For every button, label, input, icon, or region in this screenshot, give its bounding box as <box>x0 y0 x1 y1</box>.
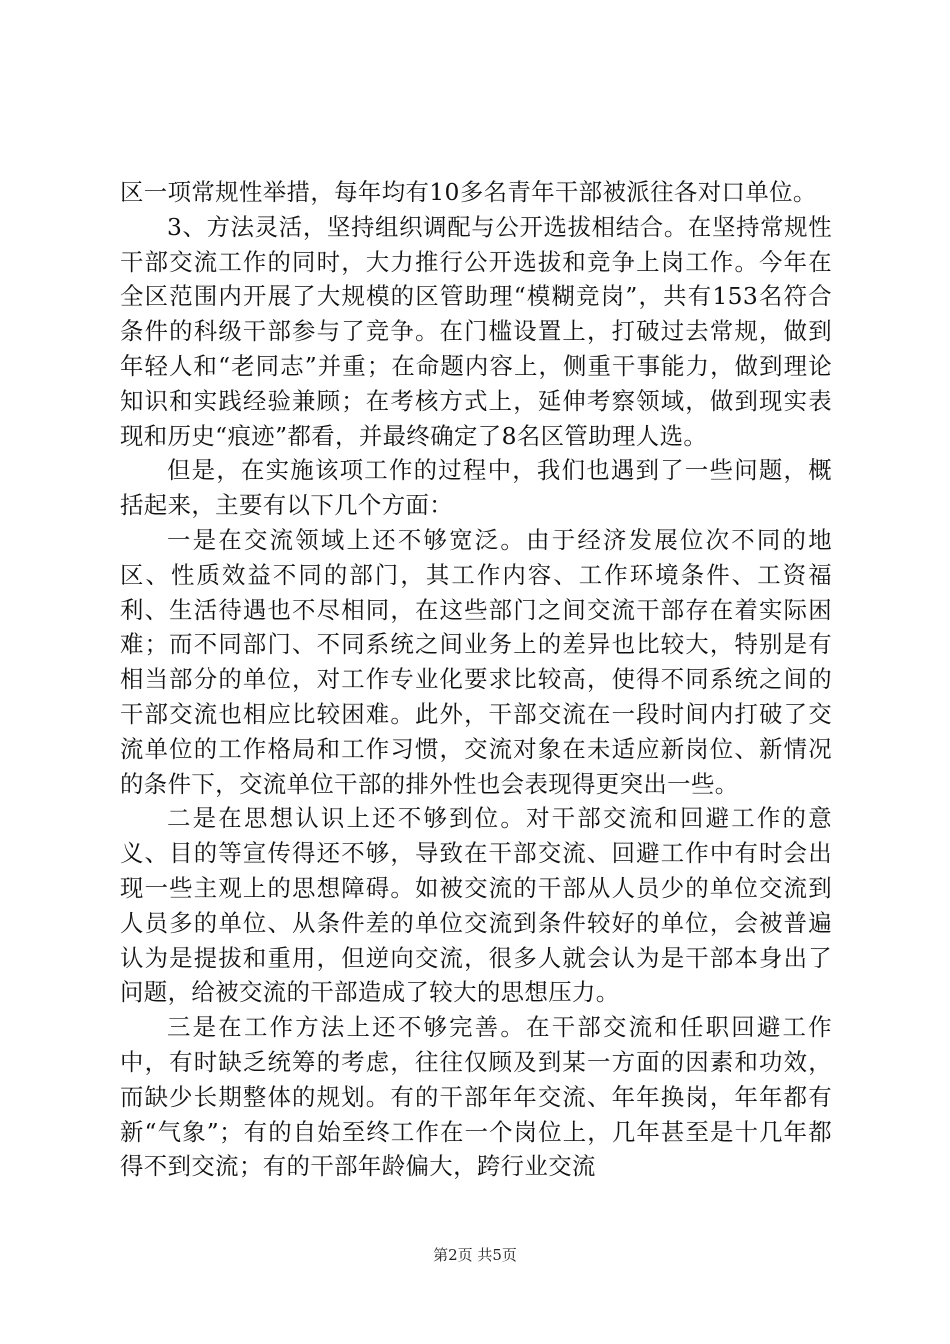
paragraph-problem-two: 二是在思想认识上还不够到位。对干部交流和回避工作的意义、目的等宣传得还不够，导致在干部交流、回避工作中有时会出现一些主观上的思想障碍。如被交流的干部从人员少的单位交流到人员多的单位、从条件差的单位交流到条件较好的单位，会被普遍认为是提拔和重用，但逆向交流，很多人就会认为是干部本身出了问题，给被交流的干部造成了较大的思想压力。 <box>120 804 832 1007</box>
paragraph-continuation: 区一项常规性举措，每年均有10多名青年干部被派往各对口单位。 <box>120 178 817 206</box>
paragraph-method: 3、方法灵活，坚持组织调配与公开选拔相结合。在坚持常规性干部交流工作的同时，大力推行公开选拔和竞争上岗工作。今年在全区范围内开展了大规模的区管助理“模糊竞岗”，共有153名符合条件的科级干部参与了竞争。在门槛设置上，打破过去常规，做到年轻人和“老同志”并重；在命题内容上，侧重干事能力，做到理论知识和实践经验兼顾；在考核方式上，延伸考察领域，做到现实表现和历史“痕迹”都看，并最终确定了8名区管助理人选。 <box>120 212 832 450</box>
document-body <box>120 175 832 1184</box>
page-number-footer: 第2页 共5页 <box>433 1246 517 1264</box>
paragraph-problems-intro: 但是，在实施该项工作的过程中，我们也遇到了一些问题，概括起来，主要有以下几个方面： <box>120 456 832 520</box>
paragraph-problem-one: 一是在交流领域上还不够宽泛。由于经济发展位次不同的地区、性质效益不同的部门，其工作内容、工作环境条件、工资福利、生活待遇也不尽相同，在这些部门之间交流干部存在着实际困难；而不同部门、不同系统之间业务上的差异也比较大，特别是有相当部分的单位，对工作专业化要求比较高，使得不同系统之间的干部交流也相应比较困难。此外，干部交流在一段时间内打破了交流单位的工作格局和工作习惯，交流对象在未适应新岗位、新情况的条件下，交流单位干部的排外性也会表现得更突出一些。 <box>120 525 832 798</box>
paragraph-problem-three: 三是在工作方法上还不够完善。在干部交流和任职回避工作中，有时缺乏统筹的考虑，往往仅顾及到某一方面的因素和功效，而缺少长期整体的规划。有的干部年年交流、年年换岗，年年都有新“气象”；有的自始至终工作在一个岗位上，几年甚至是十几年都得不到交流；有的干部年龄偏大，跨行业交流 <box>120 1013 832 1181</box>
